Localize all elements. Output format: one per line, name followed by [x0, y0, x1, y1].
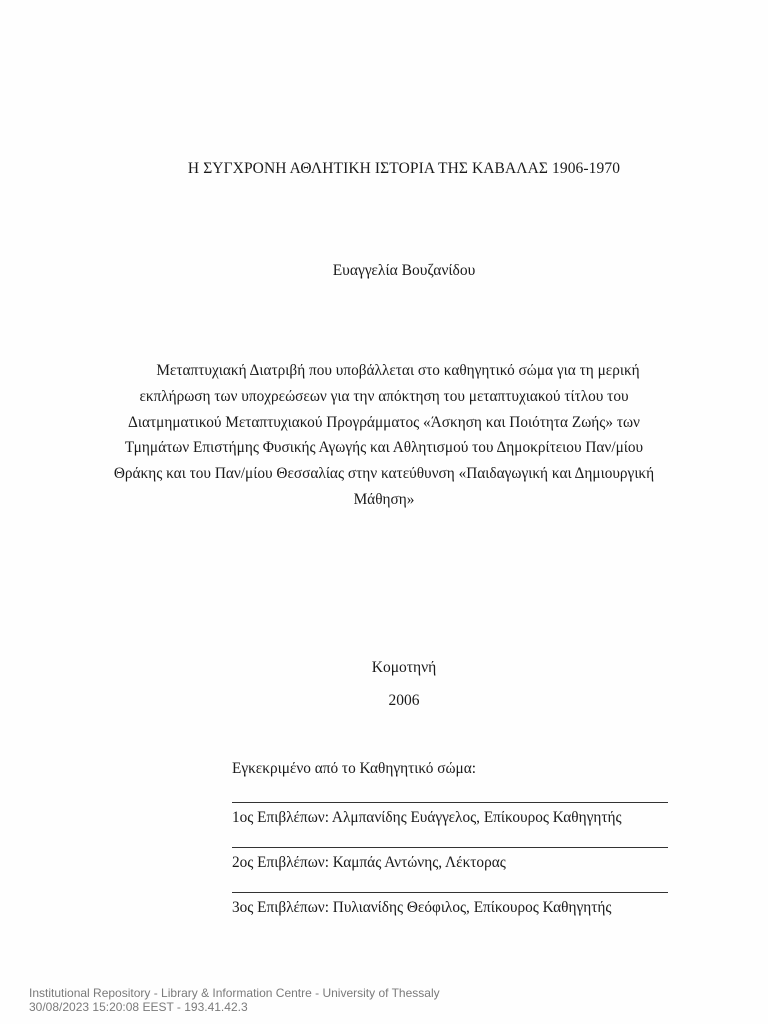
approval-section [232, 760, 672, 937]
thesis-title: Η ΣΥΓΧΡΟΝΗ ΑΘΛΗΤΙΚΗ ΙΣΤΟΡΙΑ ΤΗΣ ΚΑΒΑΛΑΣ 1906-1970 [187, 160, 621, 177]
supervisor-1: 1ος Επιβλέπων: Αλμπανίδης Ευάγγελος, Επίκουρος Καθηγητής [232, 809, 622, 826]
signature-block-3 [232, 892, 672, 917]
footer-timestamp-line: 30/08/2023 15:20:08 EEST - 193.41.42.3 [29, 1000, 248, 1014]
description-line-5: Θράκης και του Παν/μίου Θεσσαλίας στην κατεύθυνση «Παιδαγωγική και Δημιουργική [113, 465, 655, 483]
city: Κομοτηνή [371, 659, 437, 676]
year: 2006 [388, 692, 420, 709]
signature-line [232, 847, 668, 848]
footer-repository-line: Institutional Repository - Library & Information Centre - University of Thessaly [29, 986, 440, 1000]
supervisor-2: 2ος Επιβλέπων: Καμπάς Αντώνης, Λέκτορας [232, 854, 506, 871]
signature-line [232, 802, 668, 803]
signature-line [232, 892, 668, 893]
thesis-description [88, 358, 680, 513]
signature-block-2 [232, 847, 672, 872]
signature-block-1 [232, 802, 672, 827]
description-line-1: Μεταπτυχιακή Διατριβή που υποβάλλεται στο καθηγητικό σώμα για τη μερική [156, 362, 640, 379]
supervisor-3: 3ος Επιβλέπων: Πυλιανίδης Θεόφιλος, Επίκουρος Καθηγητής [232, 899, 612, 916]
repository-footer [29, 986, 440, 1014]
description-line-4: Τμημάτων Επιστήμης Φυσικής Αγωγής και Αθλητισμού του Δημοκρίτειου Παν/μίου [124, 439, 644, 457]
approval-heading: Εγκεκριμένο από το Καθηγητικό σώμα: [232, 760, 477, 777]
description-line-3: Διατμηματικού Μεταπτυχιακού Προγράμματος «Άσκηση και Ποιότητα Ζωής» των [128, 413, 640, 431]
author-name: Ευαγγελία Βουζανίδου [332, 262, 476, 279]
description-line-6: Μάθηση» [353, 490, 415, 508]
description-line-2: εκπλήρωση των υποχρεώσεων για την απόκτηση του μεταπτυχιακού τίτλου του [139, 387, 629, 405]
